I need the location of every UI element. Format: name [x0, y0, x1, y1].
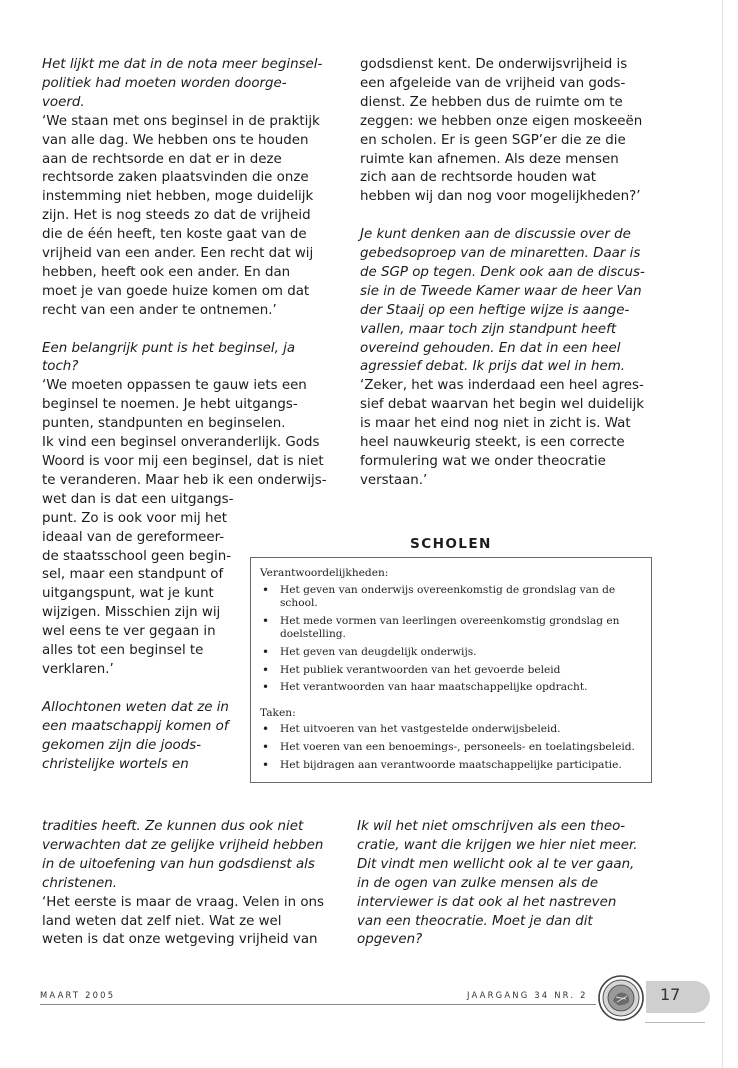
- text-line: dienst. Ze hebben dus de ruimte om te: [360, 94, 623, 110]
- interview-question: [360, 226, 678, 377]
- text-line: rechtsorde zaken plaatsvinden die onze: [42, 170, 309, 186]
- text-line: ‘Zeker, het was inderdaad een heel agres-: [360, 378, 644, 394]
- text-line: hebben, heeft ook een ander. En dan: [42, 264, 291, 280]
- text-line: de staatsschool geen begin-: [42, 548, 232, 564]
- text-line: Een belangrijk punt is het beginsel, ja: [42, 340, 296, 356]
- list-item: • Het bijdragen aan verantwoorde maatschappelijke participatie.: [260, 759, 639, 773]
- text-line: opgeven?: [357, 932, 423, 948]
- text-line: overeind gehouden. En dat in een heel: [360, 340, 621, 356]
- text-line: formulering wat we onder theocratie: [360, 454, 606, 470]
- text-line: tradities heeft. Ze kunnen dus ook niet: [42, 819, 304, 834]
- interview-answer: [360, 56, 678, 207]
- text-line: godsdienst kent. De onderwijsvrijheid is: [360, 57, 628, 72]
- text-line: weten is dat onze wetgeving vrijheid van: [42, 932, 318, 948]
- text-line: een maatschappij komen of: [42, 718, 229, 734]
- text-line: vrijheid van een ander. Een recht dat wij: [42, 246, 314, 262]
- text-line: van alle dag. We hebben ons te houden: [42, 132, 309, 148]
- text-line: alles tot een beginsel te: [42, 643, 204, 659]
- text-line: in de uitoefening van hun godsdienst als: [42, 856, 315, 872]
- text-line: recht van een ander te ontnemen.’: [42, 302, 277, 318]
- interview-question: [42, 56, 342, 113]
- text-line: beginsel te noemen. Je hebt uitgangs-: [42, 397, 298, 413]
- text-line: Je kunt denken aan de discussie over de: [360, 227, 631, 243]
- page-edge: [722, 0, 723, 1068]
- text-line: sel, maar een standpunt of: [42, 567, 224, 583]
- paragraph-gap: [42, 321, 342, 340]
- text-line: in de ogen van zulke mensen als de: [357, 875, 599, 891]
- text-line: verwachten dat ze gelijke vrijheid hebben: [42, 837, 324, 853]
- list-item: • Het voeren van een benoemings-, personeels- en toelatingsbeleid.: [260, 741, 639, 755]
- text-line: Dit vindt men wellicht ook al te ver gaan,: [357, 856, 635, 872]
- text-line: gekomen zijn die joods-: [42, 737, 202, 753]
- list-item: • Het geven van deugdelijk onderwijs.: [260, 646, 639, 660]
- text-line: Ik wil het niet omschrijven als een theo-: [357, 819, 626, 834]
- text-line: wel eens te ver gegaan in: [42, 624, 216, 640]
- text-line: de SGP op tegen. Denk ook aan de discus-: [360, 264, 645, 280]
- list-item: • Het geven van onderwijs overeenkomstig de grondslag van de school.: [260, 584, 639, 611]
- text-line: ‘We moeten oppassen te gauw iets een: [42, 378, 307, 394]
- text-line: land weten dat zelf niet. Wat ze wel: [42, 913, 282, 929]
- text-line: der Staaij op een heftige wijze is aange-: [360, 302, 630, 318]
- text-line: ‘We staan met ons beginsel in de praktijk: [42, 113, 320, 129]
- text-line: Woord is voor mij een beginsel, dat is niet: [42, 454, 324, 470]
- text-line: die de één heeft, ten koste gaat van de: [42, 227, 307, 243]
- responsibilities-list: [260, 584, 639, 695]
- text-line: en scholen. Er is geen SGP’er die ze die: [360, 132, 626, 148]
- text-line: punt. Zo is ook voor mij het: [42, 510, 227, 526]
- text-line: Allochtonen weten dat ze in: [42, 699, 229, 715]
- list-item: • Het publiek verantwoorden van het gevoerde beleid: [260, 664, 639, 678]
- text-line: zich aan de rechtsorde houden wat: [360, 170, 597, 186]
- text-line: punten, standpunten en beginselen.: [42, 416, 286, 432]
- list-item: • Het mede vormen van leerlingen overeenkomstig grondslag en doelstelling.: [260, 615, 639, 642]
- emblem-seal-icon: [598, 975, 644, 1021]
- page-number: 17: [660, 985, 681, 1004]
- footer-date: MAART 2005: [40, 990, 116, 1000]
- text-line: verklaren.’: [42, 661, 114, 677]
- tasks-label: Taken:: [260, 706, 296, 719]
- tasks-list: [260, 723, 639, 772]
- interview-question: [42, 818, 342, 894]
- text-line: moet je van goede huize komen om dat: [42, 283, 310, 299]
- text-line: is maar het eind nog niet in zicht is. Wat: [360, 416, 631, 432]
- list-item: • Het verantwoorden van haar maatschappelijke opdracht.: [260, 681, 639, 695]
- text-line: instemming niet hebben, moge duidelijk: [42, 189, 314, 205]
- text-line: aan de rechtsorde en dat er in deze: [42, 151, 282, 167]
- text-line: vallen, maar toch zijn standpunt heeft: [360, 321, 617, 337]
- text-line: hebben wij dan nog voor mogelijkheden?’: [360, 189, 641, 205]
- text-line: Ik vind een beginsel onveranderlijk. Gods: [42, 435, 320, 451]
- list-item: • Het uitvoeren van het vastgestelde onderwijsbeleid.: [260, 723, 639, 737]
- interview-question: [357, 818, 677, 950]
- responsibilities-label: Verantwoordelijkheden:: [260, 567, 389, 579]
- text-line: ruimte kan afnemen. Als deze mensen: [360, 151, 619, 167]
- footer-rule-right: [645, 1022, 705, 1023]
- text-line: een afgeleide van de vrijheid van gods-: [360, 75, 626, 91]
- text-line: heel nauwkeurig steekt, is een correcte: [360, 435, 625, 451]
- text-line: politiek had moeten worden doorge-: [42, 75, 287, 91]
- footer-rule: [40, 1004, 596, 1005]
- article-column-left-bottom: [42, 818, 342, 950]
- text-line: gebedsoproep van de minaretten. Daar is: [360, 246, 641, 262]
- text-line: toch?: [42, 359, 79, 375]
- interview-answer: [360, 377, 678, 490]
- text-line: interviewer is dat ook al het nastreven: [357, 894, 617, 910]
- text-line: sief debat waarvan het begin wel duidelijk: [360, 397, 645, 413]
- text-line: te veranderen. Maar heb ik een onderwijs-: [42, 472, 327, 488]
- text-line: uitgangspunt, wat je kunt: [42, 586, 214, 602]
- text-line: Het lijkt me dat in de nota meer beginsel-: [42, 57, 323, 72]
- text-line: sie in de Tweede Kamer waar de heer Van: [360, 283, 642, 299]
- text-line: zijn. Het is nog steeds zo dat de vrijheid: [42, 208, 311, 224]
- text-line: agressief debat. Ik prijs dat wel in hem.: [360, 359, 626, 375]
- text-line: cratie, want die krijgen we hier niet meer.: [357, 837, 638, 853]
- text-line: christelijke wortels en: [42, 756, 189, 772]
- text-line: ‘Het eerste is maar de vraag. Velen in ons: [42, 894, 324, 910]
- text-line: ideaal van de gereformeer-: [42, 529, 225, 545]
- paragraph-gap: [360, 207, 678, 226]
- text-line: christenen.: [42, 875, 118, 891]
- scholen-info-box: [250, 557, 652, 783]
- text-line: verstaan.’: [360, 472, 428, 488]
- interview-answer: [42, 113, 342, 321]
- text-line: zeggen: we hebben onze eigen moskeeën: [360, 113, 643, 129]
- article-column-right-top: [360, 56, 678, 491]
- article-column-right-bottom: [357, 818, 677, 950]
- text-line: wet dan is dat een uitgangs-: [42, 491, 234, 507]
- text-line: wijzigen. Misschien zijn wij: [42, 605, 221, 621]
- text-line: van een theocratie. Moet je dan dit: [357, 913, 593, 929]
- interview-answer: [42, 894, 342, 951]
- text-line: voerd.: [42, 94, 85, 110]
- footer-volume: JAARGANG 34 NR. 2: [467, 990, 588, 1000]
- interview-question: [42, 340, 342, 378]
- sidebar-heading: SCHOLEN: [410, 536, 492, 552]
